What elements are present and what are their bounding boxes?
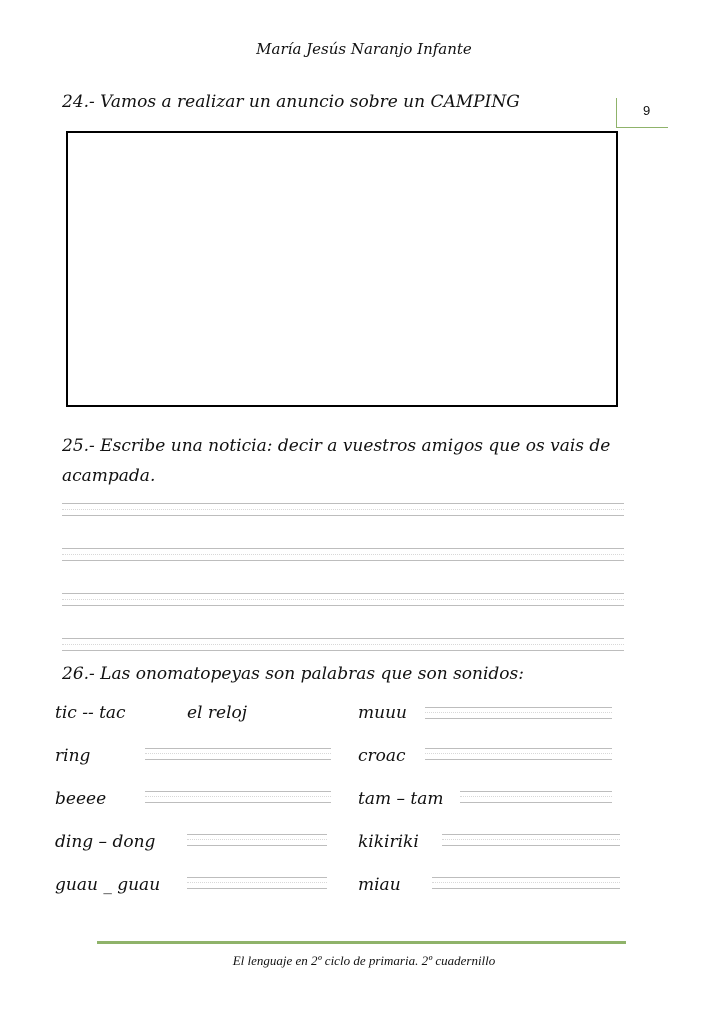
author-header: María Jesús Naranjo Infante	[256, 40, 472, 58]
question-26-title: 26.- Las onomatopeyas son palabras que son sonidos:	[62, 664, 524, 684]
sound-word: ding – dong	[55, 832, 156, 852]
writing-line[interactable]	[62, 548, 624, 561]
writing-line[interactable]	[62, 593, 624, 606]
footer-text: El lenguaje en 2º ciclo de primaria. 2º cuadernillo	[232, 953, 496, 968]
sound-word: tic -- tac	[55, 703, 126, 723]
advert-drawing-box[interactable]	[66, 131, 618, 407]
page-number-rule	[616, 127, 668, 128]
sound-word: muuu	[358, 703, 407, 723]
page-number-divider	[616, 98, 617, 128]
sound-answer: el reloj	[187, 703, 248, 723]
sound-word: ring	[55, 746, 91, 766]
answer-line[interactable]	[432, 877, 620, 889]
answer-line[interactable]	[460, 791, 612, 803]
answer-line[interactable]	[442, 834, 620, 846]
onomatopoeia-row	[0, 875, 728, 905]
sound-word: beeee	[55, 789, 107, 809]
answer-line[interactable]	[425, 748, 612, 760]
page-number: 9	[643, 103, 651, 118]
question-24-title: 24.- Vamos a realizar un anuncio sobre un CAMPING	[62, 92, 520, 112]
answer-line[interactable]	[145, 791, 331, 803]
answer-line[interactable]	[145, 748, 331, 760]
writing-line[interactable]	[62, 638, 624, 651]
onomatopoeia-row	[0, 703, 728, 733]
onomatopoeia-row	[0, 832, 728, 862]
sound-word: guau _ guau	[55, 875, 161, 895]
writing-line[interactable]	[62, 503, 624, 516]
answer-line[interactable]	[187, 877, 327, 889]
onomatopoeia-row	[0, 746, 728, 776]
answer-line[interactable]	[187, 834, 327, 846]
sound-word: tam – tam	[358, 789, 444, 809]
sound-word: kikiriki	[358, 832, 419, 852]
sound-word: miau	[358, 875, 401, 895]
onomatopoeia-row	[0, 789, 728, 819]
writing-lines	[62, 503, 624, 683]
question-25-line-1: 25.- Escribe una noticia: decir a vuestros amigos que os vais de	[62, 436, 611, 456]
answer-line[interactable]	[425, 707, 612, 719]
footer-rule	[97, 941, 626, 944]
sound-word: croac	[358, 746, 406, 766]
question-25-line-2: acampada.	[62, 466, 156, 486]
